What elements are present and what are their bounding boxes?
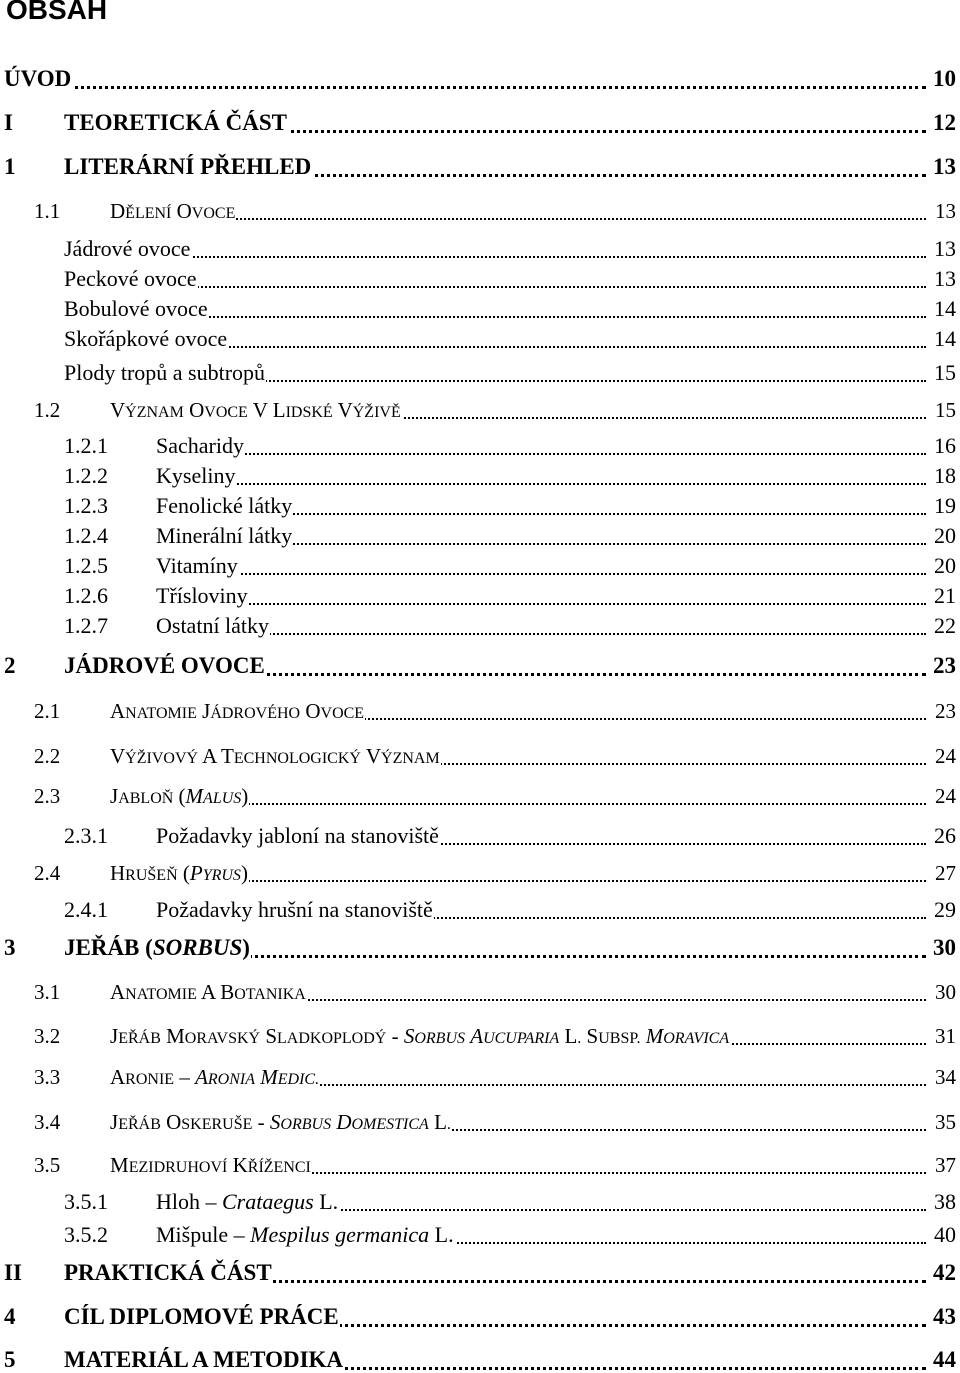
toc-entry-title: Skořápkové ovoce [64, 326, 228, 351]
toc-entry[interactable] [0, 491, 960, 519]
toc-entry[interactable] [0, 696, 960, 724]
toc-entry-page-number: 24 [935, 784, 956, 808]
toc-entry-number: 2.1 [34, 699, 61, 723]
toc-dot-leader [166, 571, 926, 575]
toc-entry-number: 3.3 [34, 1065, 61, 1089]
toc-entry-page-number: 35 [935, 1110, 956, 1134]
toc-entry-page-number: 21 [934, 583, 956, 608]
toc-entry-title: ARONIE – ARONIA MEDIC. [110, 1065, 320, 1089]
toc-entry[interactable] [0, 294, 960, 322]
toc-entry-number: 3.2 [34, 1024, 61, 1048]
toc-entry-number: 2.3.1 [64, 823, 108, 848]
toc-entry-title: ANATOMIE A BOTANIKA [110, 980, 306, 1004]
toc-entry-number: I [4, 110, 13, 135]
toc-entry-title: JEŘÁB (SORBUS) [64, 935, 250, 960]
toc-entry-title: Jádrové ovoce [64, 236, 191, 261]
toc-entry-title: HRUŠEŇ (PYRUS) [110, 861, 248, 885]
toc-entry[interactable] [0, 781, 960, 809]
toc-entry[interactable] [0, 741, 960, 769]
toc-entry-title: JEŘÁB OSKERUŠE - SORBUS DOMESTICA L. [110, 1110, 451, 1134]
toc-entry[interactable] [0, 1021, 960, 1049]
toc-entry[interactable] [0, 234, 960, 262]
toc-entry-title: Peckové ovoce [64, 266, 197, 291]
toc-entry-number: 2 [4, 653, 16, 678]
toc-entry-title: Kyseliny [156, 463, 236, 488]
toc-entry-page-number: 44 [933, 1347, 956, 1372]
toc-entry-page-number: 14 [934, 326, 956, 351]
toc-entry-number: 1.2.7 [64, 613, 108, 638]
toc-entry[interactable] [0, 1062, 960, 1090]
toc-entry-title: JEŘÁB MORAVSKÝ SLADKOPLODÝ - SORBUS AUCUPARIA L. SUBSP. MORAVICA [110, 1024, 730, 1048]
toc-entry-title: Fenolické látky [156, 493, 293, 518]
toc-entry[interactable] [0, 358, 960, 386]
toc-entry-title: ANATOMIE JÁDROVÉHO OVOCE [110, 699, 365, 723]
toc-entry[interactable] [0, 611, 960, 639]
toc-entry[interactable] [0, 521, 960, 549]
toc-entry-title: VÝŽIVOVÝ A TECHNOLOGICKÝ VÝZNAM [110, 744, 440, 768]
toc-entry-title: MEZIDRUHOVÍ KŘÍŽENCI [110, 1153, 311, 1177]
toc-entry-number: 3.4 [34, 1110, 61, 1134]
toc-entry-title: LITERÁRNÍ PŘEHLED [64, 154, 312, 179]
toc-entry-page-number: 30 [933, 935, 956, 960]
toc-entry-page-number: 23 [935, 699, 956, 723]
toc-dot-leader [74, 284, 926, 288]
toc-entry-page-number: 15 [934, 360, 956, 385]
toc-entry-number: 1.2.5 [64, 553, 108, 578]
toc-entry-number: 3.5.1 [64, 1189, 108, 1214]
toc-entry[interactable] [0, 1302, 960, 1330]
toc-entry-title: Požadavky jabloní na stanoviště [156, 823, 439, 848]
toc-entry-number: 1.1 [34, 199, 61, 223]
toc-entry-page-number: 38 [934, 1189, 956, 1214]
toc-entry-title: Ostatní látky [156, 613, 270, 638]
toc-entry[interactable] [0, 1258, 960, 1286]
toc-dot-leader [166, 631, 926, 635]
toc-entry-number: 1.2.2 [64, 463, 108, 488]
toc-entry[interactable] [0, 1345, 960, 1373]
toc-entry[interactable] [0, 858, 960, 886]
toc-entry-title: Třísloviny [156, 583, 248, 608]
toc-entry-page-number: 12 [933, 110, 956, 135]
toc-entry-number: 1.2.4 [64, 523, 108, 548]
toc-entry[interactable] [0, 1187, 960, 1215]
toc-entry-page-number: 30 [935, 980, 956, 1004]
toc-dot-leader [74, 254, 926, 258]
toc-entry-number: 3.5 [34, 1153, 61, 1177]
toc-entry-title: ÚVOD [4, 66, 72, 91]
toc-entry-number: 2.4 [34, 861, 61, 885]
toc-entry-number: 3 [4, 935, 16, 960]
toc-entry-page-number: 14 [934, 296, 956, 321]
toc-entry-page-number: 31 [935, 1024, 956, 1048]
toc-entry-page-number: 20 [934, 523, 956, 548]
toc-entry-title: Plody tropů a subtropů [64, 360, 266, 385]
toc-entry-title: MATERIÁL A METODIKA [64, 1347, 344, 1372]
toc-entry-number: 5 [4, 1347, 16, 1372]
toc-entry-number: II [4, 1260, 22, 1285]
toc-entry-page-number: 34 [935, 1065, 956, 1089]
toc-entry-title: Minerální látky [156, 523, 293, 548]
toc-entry-title: Bobulové ovoce [64, 296, 208, 321]
toc-entry[interactable] [0, 152, 960, 180]
toc-entry[interactable] [0, 1150, 960, 1178]
toc-entry-page-number: 23 [933, 653, 956, 678]
toc-entry-page-number: 22 [934, 613, 956, 638]
toc-entry-number: 2.3 [34, 784, 61, 808]
toc-entry-number: 1.2.3 [64, 493, 108, 518]
toc-entry[interactable] [0, 821, 960, 849]
toc-entry[interactable] [0, 196, 960, 224]
toc-entry-title: Vitamíny [156, 553, 238, 578]
toc-entry[interactable] [0, 264, 960, 292]
toc-dot-leader [120, 216, 926, 220]
toc-entry-page-number: 13 [934, 266, 956, 291]
toc-entry-number: 3.1 [34, 980, 61, 1004]
toc-entry-title: Požadavky hrušní na stanoviště [156, 897, 433, 922]
toc-entry[interactable] [0, 395, 960, 423]
toc-entry-title: DĚLENÍ OVOCE [110, 199, 236, 223]
toc-entry-title: CÍL DIPLOMOVÉ PRÁCE [64, 1304, 339, 1329]
toc-entry[interactable] [0, 1220, 960, 1248]
toc-entry-page-number: 43 [933, 1304, 956, 1329]
toc-entry-number: 2.2 [34, 744, 61, 768]
toc-entry[interactable] [0, 108, 960, 136]
toc-entry-page-number: 29 [934, 897, 956, 922]
toc-entry-page-number: 18 [934, 463, 956, 488]
toc-entry-page-number: 40 [934, 1222, 956, 1247]
toc-entry-page-number: 13 [935, 199, 956, 223]
toc-entry-page-number: 20 [934, 553, 956, 578]
toc-entry-page-number: 16 [934, 433, 956, 458]
toc-entry-title: Hloh – Crataegus L. [156, 1189, 339, 1214]
toc-entry[interactable] [0, 431, 960, 459]
toc-entry[interactable] [0, 933, 960, 961]
toc-entry-number: 4 [4, 1304, 16, 1329]
toc-entry-title: JABLOŇ (MALUS) [110, 784, 249, 808]
toc-entry[interactable] [0, 461, 960, 489]
toc-entry-page-number: 13 [934, 236, 956, 261]
toc-entry-title: Mišpule – Mespilus germanica L. [156, 1222, 454, 1247]
toc-dot-leader [166, 601, 926, 605]
toc-entry-number: 1.2 [34, 398, 61, 422]
toc-entry-page-number: 27 [935, 861, 956, 885]
toc-entry[interactable] [0, 324, 960, 352]
page-title: OBSAH [6, 0, 108, 25]
toc-entry-page-number: 42 [933, 1260, 956, 1285]
toc-entry-title: Sacharidy [156, 433, 244, 458]
toc-entry-page-number: 26 [934, 823, 956, 848]
toc-entry[interactable] [0, 895, 960, 923]
toc-entry-page-number: 15 [935, 398, 956, 422]
toc-entry-page-number: 19 [934, 493, 956, 518]
toc-entry-page-number: 37 [935, 1153, 956, 1177]
toc-entry-title: VÝZNAM OVOCE V LIDSKÉ VÝŽIVĚ [110, 398, 401, 422]
toc-entry-number: 3.5.2 [64, 1222, 108, 1247]
toc-entry-number: 1.2.1 [64, 433, 108, 458]
toc-dot-leader [166, 451, 926, 455]
toc-entry[interactable] [0, 551, 960, 579]
toc-entry[interactable] [0, 64, 960, 92]
toc-entry[interactable] [0, 1107, 960, 1135]
toc-entry-page-number: 24 [935, 744, 956, 768]
toc-entry-page-number: 10 [933, 66, 956, 91]
toc-entry[interactable] [0, 581, 960, 609]
toc-entry[interactable] [0, 651, 960, 679]
toc-entry[interactable] [0, 977, 960, 1005]
toc-entry-page-number: 13 [933, 154, 956, 179]
toc-entry-number: 1.2.6 [64, 583, 108, 608]
toc-dot-leader [14, 84, 926, 89]
toc-entry-number: 2.4.1 [64, 897, 108, 922]
toc-dot-leader [166, 481, 926, 485]
toc-entry-title: PRAKTICKÁ ČÁST [64, 1260, 272, 1285]
toc-entry-title: JÁDROVÉ OVOCE [64, 653, 265, 678]
toc-entry-number: 1 [4, 154, 16, 179]
toc-entry-title: TEORETICKÁ ČÁST [64, 110, 288, 135]
